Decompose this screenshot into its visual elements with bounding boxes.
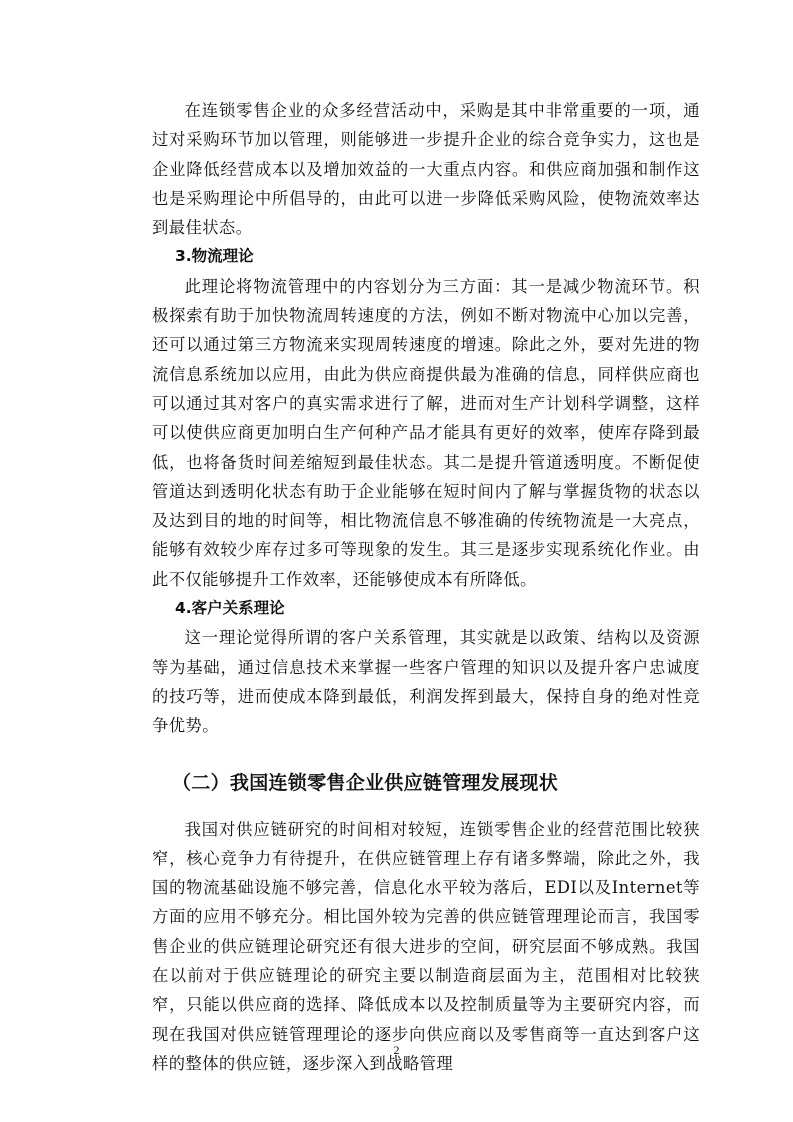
section-title: （二）我国连锁零售企业供应链管理发展现状 [172, 771, 559, 794]
paragraph-logistics-theory: 此理论将物流管理中的内容划分为三方面：其一是减少物流环节。积极探索有助于加快物流周转速度的方法，例如不断对物流中心加以完善，还可以通过第三方物流来实现周转速度的增速。除此之外，要对先进的物流信息系统加以应用，由此为供应商提供最为准确的信息，同样供应商也可以通过其对客户的真实需求进行了解，进而对生产计划科学调整，这样可以使供应商更加明白生产何种产品才能具有更好的效率，使库存降到最低，也将备货时间差缩短到最佳状态。其二是提升管道透明度。不断促使管道达到透明化状态有助于企业能够在短时间内了解与掌握货物的状态以及达到目的地的时间等，相比物流信息不够准确的传统物流是一大亮点，能够有效较少库存过多可等现象的发生。其三是逐步实现系统化作业。由此不仅能够提升工作效率，还能够使成本有所降低。 [152, 276, 700, 589]
page-body [152, 96, 700, 1078]
paragraph-development-status: 我国对供应链研究的时间相对较短，连锁零售企业的经营范围比较狭窄，核心竞争力有待提升，在供应链管理上存有诸多弊端，除此之外，我国的物流基础设施不够完善，信息化水平较为落后，EDI以及Internet等方面的应用不够充分。相比国外较为完善的供应链管理理论而言，我国零售企业的供应链理论研究还有很大进步的空间，研究层面不够成熟。我国在以前对于供应链理论的研究主要以制造商层面为主，范围相对比较狭窄，只能以供应商的选择、降低成本以及控制质量等为主要研究内容，而现在我国对供应链管理理论的逐步向供应商以及零售商等一直达到客户这样的整体的供应链，逐步深入到战略管理 [152, 819, 700, 1073]
page-number: 2 [393, 1043, 400, 1057]
subheading-customer-relationship-theory: 4.客户关系理论 [175, 599, 285, 618]
subheading-logistics-theory: 3.物流理论 [175, 247, 254, 266]
paragraph-customer-relationship-theory: 这一理论觉得所谓的客户关系管理，其实就是以政策、结构以及资源等为基础，通过信息技术来掌握一些客户管理的知识以及提升客户忠诚度的技巧等，进而使成本降到最低，利润发挥到最大，保持自身的绝对性竞争优势。 [152, 628, 700, 736]
paragraph-procurement-theory: 在连锁零售企业的众多经营活动中，采购是其中非常重要的一项，通过对采购环节加以管理，则能够进一步提升企业的综合竞争实力，这也是企业降低经营成本以及增加效益的一大重点内容。和供应商加强和制作这也是采购理论中所倡导的，由此可以进一步降低采购风险，使物流效率达到最佳状态。 [152, 101, 700, 238]
